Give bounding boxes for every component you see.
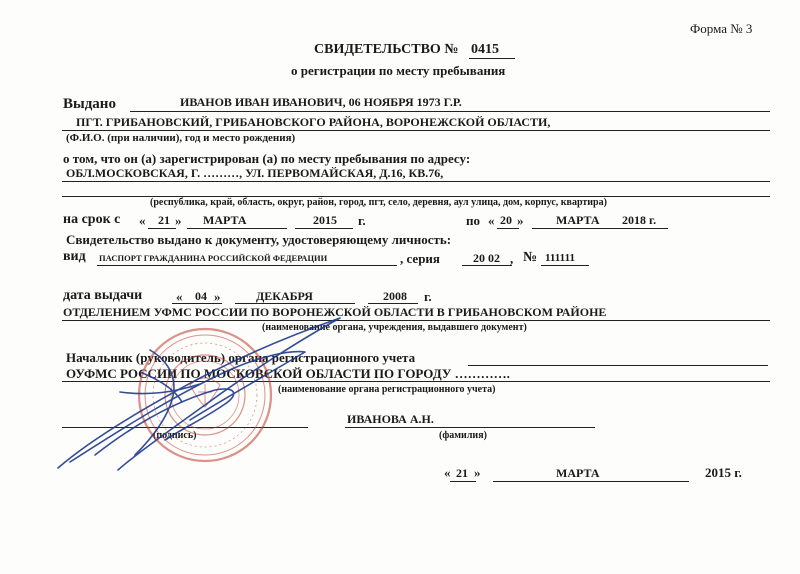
issue-year-underline bbox=[368, 303, 418, 304]
identity-number-underline bbox=[541, 265, 589, 266]
registrar-caption: (наименование органа регистрационного учета) bbox=[278, 384, 496, 395]
name-underline bbox=[130, 111, 770, 112]
holder-birthplace: ПГТ. ГРИБАНОВСКИЙ, ГРИБАНОВСКОГО РАЙОНА, ВОРОНЕЖСКОЙ ОБЛАСТИ, bbox=[76, 115, 551, 129]
identity-type-underline bbox=[97, 265, 397, 266]
term-to-close-quote: » bbox=[517, 213, 524, 228]
issue-date-label: дата выдачи bbox=[63, 288, 143, 303]
term-prefix: на срок с bbox=[63, 212, 121, 227]
identity-series-value: 20 02 bbox=[473, 251, 500, 265]
footer-month: МАРТА bbox=[556, 466, 600, 480]
identity-series-underline bbox=[462, 265, 512, 266]
address-line: ОБЛ.МОСКОВСКАЯ, Г. ………, УЛ. ПЕРВОМАЙСКАЯ, Д.16, КВ.76, bbox=[66, 166, 444, 180]
registrar-surname: ИВАНОВА А.Н. bbox=[347, 412, 434, 426]
signature-caption: (подпись) bbox=[153, 430, 197, 441]
registrar-org-underline bbox=[62, 381, 770, 382]
footer-day-underline bbox=[450, 481, 476, 482]
stamp-emblem-icon bbox=[190, 378, 220, 407]
issue-year-suffix: г. bbox=[424, 289, 432, 304]
issue-month: ДЕКАБРЯ bbox=[256, 289, 313, 303]
name-caption: (Ф.И.О. (при наличии), год и место рождения) bbox=[66, 132, 296, 144]
authority-underline bbox=[62, 320, 770, 321]
birthplace-underline bbox=[62, 130, 770, 131]
term-to-underline bbox=[532, 228, 668, 229]
issue-year: 2008 bbox=[383, 289, 407, 303]
identity-type-value: ПАСПОРТ ГРАЖДАНИНА РОССИЙСКОЙ ФЕДЕРАЦИИ bbox=[99, 253, 328, 263]
term-from-open-quote: « bbox=[139, 213, 146, 228]
issue-day: 04 bbox=[195, 289, 207, 303]
issuing-authority: ОТДЕЛЕНИЕМ УФМС РОССИИ ПО ВОРОНЕЖСКОЙ ОБЛАСТИ В ГРИБАНОВСКОМ РАЙОНЕ bbox=[63, 305, 607, 319]
certificate-number: 0415 bbox=[471, 42, 499, 57]
issue-open-quote: « bbox=[176, 289, 183, 304]
term-from-month-underline bbox=[187, 228, 287, 229]
identity-number-label: № bbox=[523, 250, 538, 265]
issue-month-underline bbox=[235, 303, 355, 304]
registrar-underline bbox=[468, 365, 768, 366]
term-from-day-underline bbox=[148, 228, 176, 229]
term-from-year-underline bbox=[295, 228, 353, 229]
term-from-close-quote: » bbox=[175, 213, 182, 228]
term-to-day-underline bbox=[497, 228, 519, 229]
term-from-year: 2015 bbox=[313, 213, 337, 227]
registrar-org: ОУФМС РОССИИ ПО МОСКОВСКОЙ ОБЛАСТИ ПО ГОРОДУ …………. bbox=[66, 366, 510, 381]
issue-day-underline bbox=[172, 303, 222, 304]
identity-series-label: , серия bbox=[400, 251, 440, 266]
form-number-label: Форма № 3 bbox=[690, 21, 753, 36]
official-stamp bbox=[139, 329, 271, 461]
identity-intro: Свидетельство выдано к документу, удостоверяющему личность: bbox=[66, 232, 452, 247]
signature-underline bbox=[62, 427, 308, 428]
certificate-title: СВИДЕТЕЛЬСТВО № bbox=[314, 42, 459, 57]
address-intro: о том, что он (а) зарегистрирован (а) по месту пребывания по адресу: bbox=[63, 151, 471, 166]
footer-year: 2015 г. bbox=[705, 465, 742, 480]
holder-name: ИВАНОВ ИВАН ИВАНОВИЧ, 06 НОЯБРЯ 1973 Г.Р. bbox=[180, 95, 462, 109]
identity-number-value: 111111 bbox=[545, 252, 575, 264]
authority-caption: (наименование органа, учреждения, выдавшего документ) bbox=[262, 322, 527, 333]
issue-close-quote: » bbox=[214, 289, 221, 304]
term-to-month: МАРТА bbox=[556, 213, 600, 227]
footer-close-quote: » bbox=[474, 465, 481, 480]
number-underline bbox=[469, 58, 515, 59]
footer-open-quote: « bbox=[444, 465, 451, 480]
footer-day: 21 bbox=[456, 466, 468, 480]
term-from-month: МАРТА bbox=[203, 213, 247, 227]
term-from-day: 21 bbox=[158, 213, 170, 227]
term-to-year: 2018 г. bbox=[622, 213, 657, 227]
surname-underline bbox=[345, 427, 595, 428]
surname-caption: (фамилия) bbox=[439, 430, 487, 441]
certificate-subtitle: о регистрации по месту пребывания bbox=[291, 63, 506, 78]
registrar-label: Начальник (руководитель) органа регистрационного учета bbox=[66, 350, 416, 365]
term-to-day: 20 bbox=[500, 213, 512, 227]
issued-label: Выдано bbox=[63, 96, 116, 112]
identity-series-comma: , bbox=[510, 251, 514, 266]
identity-type-label: вид bbox=[63, 249, 86, 264]
address-underline bbox=[62, 181, 770, 182]
term-to-label: по bbox=[466, 213, 480, 228]
term-from-year-suffix: г. bbox=[358, 213, 366, 228]
term-to-open-quote: « bbox=[488, 213, 495, 228]
address-caption: (республика, край, область, округ, район, город, пгт, село, деревня, аул улица, дом, корпус, квартира) bbox=[150, 197, 607, 208]
footer-month-underline bbox=[493, 481, 689, 482]
